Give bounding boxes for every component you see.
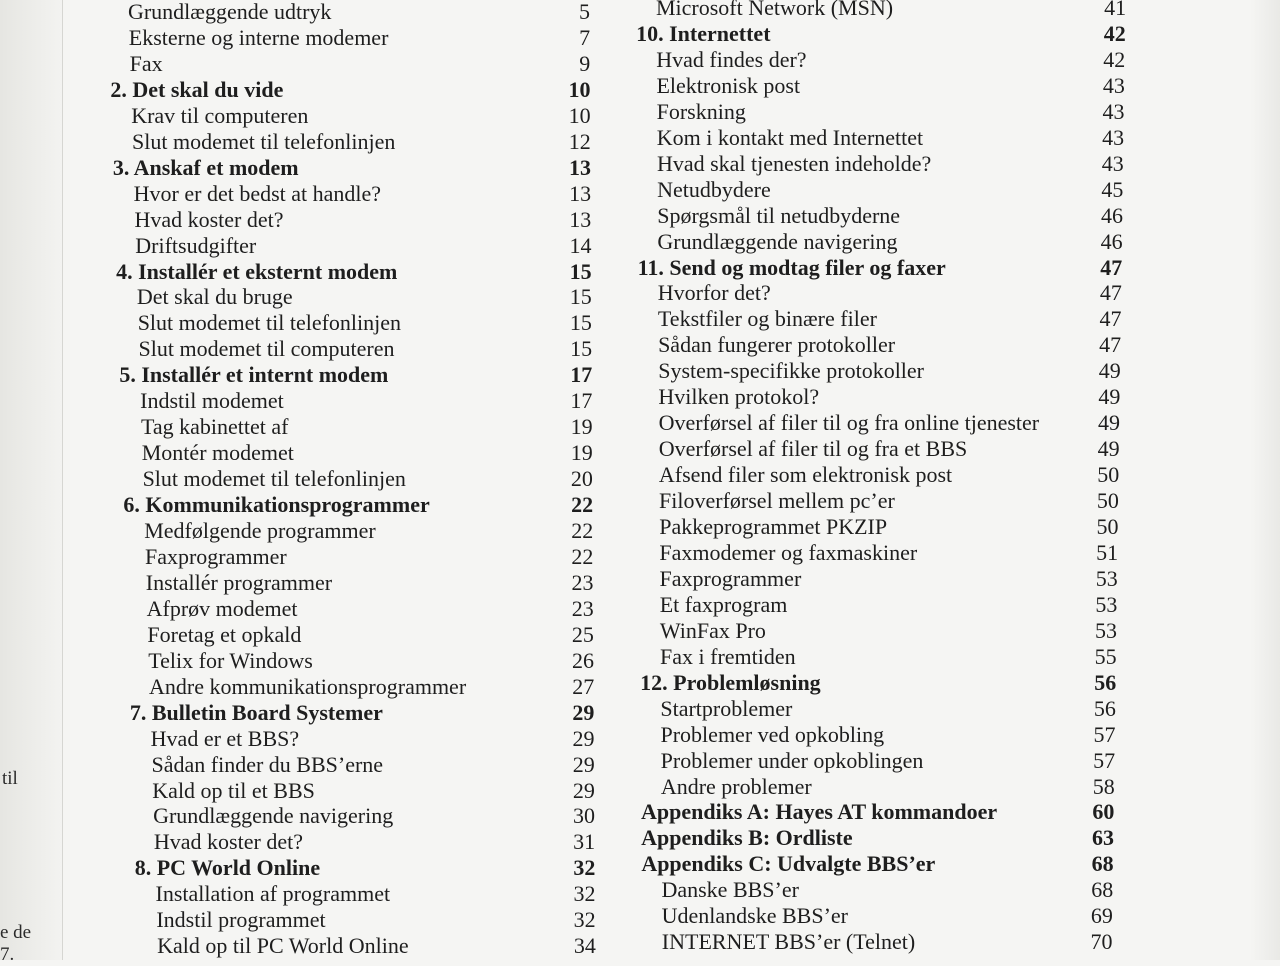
toc-entry-page-number: 45: [1101, 176, 1124, 202]
toc-entry-title: System-specifikke protokoller: [658, 358, 925, 384]
toc-entry-title: Netudbydere: [657, 176, 771, 202]
toc-entry-page-number: 10: [568, 76, 591, 102]
toc-entry-page-number: 70: [1090, 929, 1113, 955]
toc-entry-title: Grundlæggende navigering: [657, 228, 898, 254]
toc-entry-title: Hvad er et BBS?: [150, 725, 300, 751]
toc-entry-page-number: 53: [1095, 565, 1118, 591]
toc-entry-title: Sådan finder du BBS’erne: [151, 751, 384, 777]
toc-entry-title: Slut modemet til telefonlinjen: [132, 128, 396, 154]
toc-entry-page-number: 42: [1103, 20, 1126, 46]
toc-entry-page-number: 43: [1102, 124, 1125, 150]
toc-entry-page-number: 15: [569, 284, 592, 310]
toc-entry-page-number: 26: [572, 647, 595, 673]
page-right-edge: [1250, 0, 1280, 960]
toc-entry-title: Spørgsmål til netudbyderne: [657, 202, 901, 228]
toc-entry-page-number: 42: [1103, 46, 1126, 72]
toc-entry-title: Slut modemet til telefonlinjen: [142, 466, 406, 492]
toc-entry-title: 2. Det skal du vide: [110, 76, 284, 102]
toc-entry-title: Hvilken protokol?: [658, 384, 820, 410]
toc-entry-page-number: 23: [571, 595, 594, 621]
toc-entry-page-number: 12: [568, 128, 591, 154]
toc-entry-title: Appendiks A: Hayes AT kommandoer: [640, 799, 998, 825]
toc-entry-title: Forskning: [656, 98, 746, 124]
toc-entry-page-number: 49: [1098, 358, 1121, 384]
toc-entry-title: Faxprogrammer: [659, 565, 802, 591]
toc-entry-page-number: 29: [572, 751, 595, 777]
toc-entry-page-number: 9: [579, 50, 591, 76]
toc-entry-title: Grundlæggende navigering: [153, 803, 394, 829]
toc-entry-title: Danske BBS’er: [661, 877, 799, 903]
toc-entry-page-number: 31: [573, 829, 596, 855]
toc-entry-title: Det skal du bruge: [136, 284, 293, 310]
toc-entry-page-number: 7: [579, 24, 591, 50]
toc-entry-page-number: 17: [570, 362, 593, 388]
toc-entry-page-number: 50: [1097, 462, 1120, 488]
toc-entry-title: Grundlæggende udtryk: [127, 0, 332, 24]
toc-entry-title: Andre problemer: [660, 773, 812, 799]
toc-entry-title: 8. PC World Online: [134, 855, 321, 881]
toc-entry-page-number: 43: [1102, 98, 1125, 124]
margin-fragment-7: 7.: [0, 944, 15, 965]
toc-entry-page-number: 43: [1101, 150, 1124, 176]
toc-entry-page-number: 68: [1091, 851, 1114, 877]
toc-entry-page-number: 19: [570, 440, 593, 466]
toc-entry-title: 12. Problemløsning: [640, 669, 821, 695]
toc-entry-title: Fax: [129, 50, 163, 76]
toc-entry-title: Appendiks B: Ordliste: [641, 825, 853, 851]
toc-entry-page-number: 51: [1096, 539, 1119, 565]
toc-entry-title: Tekstfiler og binære filer: [657, 306, 877, 332]
toc-entry-title: Montér modemet: [141, 440, 294, 466]
toc-entry-title: Foretag et opkald: [147, 621, 302, 647]
toc-entry-title: 4. Installér et eksternt modem: [116, 258, 398, 284]
toc-entry-title: Hvad koster det?: [153, 829, 303, 855]
toc-entry-page-number: 49: [1098, 410, 1121, 436]
toc-entry-page-number: 29: [572, 725, 595, 751]
toc-entry-title: Hvor er det bedst at handle?: [133, 180, 382, 206]
toc-entry-page-number: 56: [1094, 669, 1117, 695]
page-gutter-edge: [62, 0, 63, 960]
toc-entry-page-number: 53: [1095, 591, 1118, 617]
toc-entry-title: Kald op til et BBS: [152, 777, 315, 803]
toc-entry-title: Krav til computeren: [131, 102, 309, 128]
toc-entry-title: Slut modemet til telefonlinjen: [137, 310, 402, 336]
toc-entry-page-number: 13: [568, 154, 591, 180]
toc-entry-title: Hvad findes der?: [656, 46, 807, 72]
toc-entry-page-number: 10: [568, 102, 591, 128]
toc-entry-page-number: 53: [1094, 617, 1117, 643]
toc-entry-title: Kald op til PC World Online: [157, 933, 409, 959]
toc-entry-page-number: 15: [570, 336, 593, 362]
toc-entry-title: Problemer under opkoblingen: [660, 747, 924, 773]
toc-entry-title: Medfølgende programmer: [144, 518, 376, 543]
toc-entry-title: Indstil modemet: [140, 388, 284, 414]
toc-entry-page-number: 32: [573, 881, 596, 907]
toc-entry-title: Andre kommunikationsprogrammer: [149, 673, 467, 699]
toc-entry-title: Hvad skal tjenesten indeholde?: [656, 150, 932, 176]
toc-entry-title: Et faxprogram: [659, 591, 788, 617]
toc-entry-title: Slut modemet til computeren: [138, 336, 395, 362]
toc-entry-title: 5. Installér et internt modem: [119, 362, 389, 388]
toc-entry-title: 10. Internettet: [636, 20, 771, 46]
toc-entry-title: Filoverførsel mellem pc’er: [659, 488, 895, 514]
toc-entry-page-number: 46: [1100, 228, 1123, 254]
toc-entry-page-number: 47: [1099, 280, 1122, 306]
toc-entry-page-number: 32: [573, 855, 596, 881]
toc-entry-page-number: 60: [1092, 799, 1115, 825]
toc-entry-page-number: 14: [569, 232, 592, 258]
toc-entry-page-number: 58: [1092, 773, 1115, 799]
toc-entry-page-number: 57: [1093, 747, 1116, 773]
toc-entry-page-number: 13: [569, 180, 592, 206]
toc-entry-page-number: 57: [1093, 721, 1116, 747]
toc-entry-page-number: 47: [1100, 254, 1123, 280]
toc-entry-page-number: 27: [572, 673, 595, 699]
previous-page-margin: [0, 0, 62, 960]
toc-entry-page-number: 23: [571, 569, 594, 595]
margin-fragment-til: til: [2, 768, 18, 789]
toc-entry-page-number: 46: [1101, 202, 1124, 228]
toc-entry-page-number: 63: [1091, 825, 1114, 851]
toc-entry-title: Hvorfor det?: [657, 280, 771, 306]
toc-entry-title: Telix for Windows: [148, 647, 313, 673]
toc-entry-title: Afprøv modemet: [146, 595, 298, 621]
toc-entry-title: Indstil programmet: [156, 907, 326, 933]
toc-entry-title: Tag kabinettet af: [140, 414, 289, 440]
toc-entry-page-number: 29: [572, 699, 595, 725]
toc-entry-title: Sådan fungerer protokoller: [658, 332, 896, 358]
toc-entry-page-number: 17: [570, 388, 593, 414]
toc-entry-title: Eksterne og interne modemer: [128, 24, 389, 50]
toc-entry-page-number: 15: [569, 310, 592, 336]
toc-entry-page-number: 29: [572, 777, 595, 803]
toc-entry-page-number: 13: [569, 206, 592, 232]
toc-entry-page-number: 43: [1102, 72, 1125, 98]
toc-entry-page-number: 55: [1094, 643, 1117, 669]
toc-entry-page-number: 34: [573, 933, 596, 959]
toc-entry-page-number: 15: [569, 258, 592, 284]
toc-entry-page-number: 41: [1104, 0, 1127, 20]
toc-entry-title: Elektronisk post: [656, 72, 801, 98]
toc-entry-title: Kom i kontakt med Internettet: [656, 124, 924, 150]
toc-entry-page-number: 50: [1096, 514, 1119, 539]
toc-entry-page-number: 5: [578, 0, 590, 24]
toc-entry-title: Overførsel af filer til og fra et BBS: [658, 436, 968, 462]
toc-entry-page-number: 19: [570, 414, 593, 440]
toc-entry-title: Startproblemer: [660, 695, 793, 721]
toc-entry-page-number: 30: [573, 803, 595, 829]
toc-entry-title: Installation af programmet: [155, 881, 391, 907]
toc-entry-page-number: 68: [1091, 877, 1114, 903]
toc-entry-title: 11. Send og modtag filer og faxer: [637, 254, 946, 280]
toc-entry-page-number: 49: [1097, 436, 1120, 462]
toc-entry-page-number: 22: [571, 518, 594, 543]
toc-entry-page-number: 20: [570, 466, 593, 492]
toc-entry-title: Hvad koster det?: [134, 206, 284, 232]
toc-entry-title: Faxprogrammer: [144, 543, 287, 569]
toc-entry-page-number: 47: [1099, 306, 1122, 332]
toc-entry-page-number: 49: [1098, 384, 1121, 410]
toc-entry-title: Faxmodemer og faxmaskiner: [659, 539, 918, 565]
toc-entry-title: Fax i fremtiden: [660, 643, 796, 669]
toc-entry-page-number: 56: [1093, 695, 1116, 721]
toc-entry-title: Afsend filer som elektronisk post: [658, 462, 953, 488]
toc-entry-title: Pakkeprogrammet PKZIP: [659, 514, 888, 539]
toc-entry-page-number: 47: [1099, 332, 1122, 358]
toc-entry-page-number: 69: [1090, 903, 1113, 929]
toc-entry-page-number: 50: [1096, 488, 1119, 514]
toc-entry-title: Problemer ved opkobling: [660, 721, 885, 747]
toc-entry-page-number: 22: [571, 543, 594, 569]
margin-fragment-e-de: e de: [0, 922, 32, 943]
toc-entry-title: Appendiks C: Udvalgte BBS’er: [641, 851, 936, 877]
toc-entry-page-number: 32: [573, 907, 596, 933]
toc-entry-title: Udenlandske BBS’er: [661, 903, 848, 929]
toc-entry-title: Driftsudgifter: [135, 232, 257, 258]
toc-entry-title: WinFax Pro: [659, 617, 766, 643]
toc-entry-page-number: 22: [571, 492, 594, 518]
toc-entry-page-number: 25: [571, 621, 594, 647]
toc-entry-title: Microsoft Network (MSN): [655, 0, 894, 20]
toc-entry-title: 7. Bulletin Board Systemer: [129, 699, 383, 725]
toc-entry-title: INTERNET BBS’er (Telnet): [661, 929, 916, 955]
toc-entry-title: 3. Anskaf et modem: [112, 154, 299, 180]
toc-entry-title: Overførsel af filer til og fra online tjenester: [658, 410, 1040, 436]
toc-entry-title: Installér programmer: [145, 569, 333, 595]
toc-entry-title: 6. Kommunikationsprogrammer: [123, 492, 430, 518]
